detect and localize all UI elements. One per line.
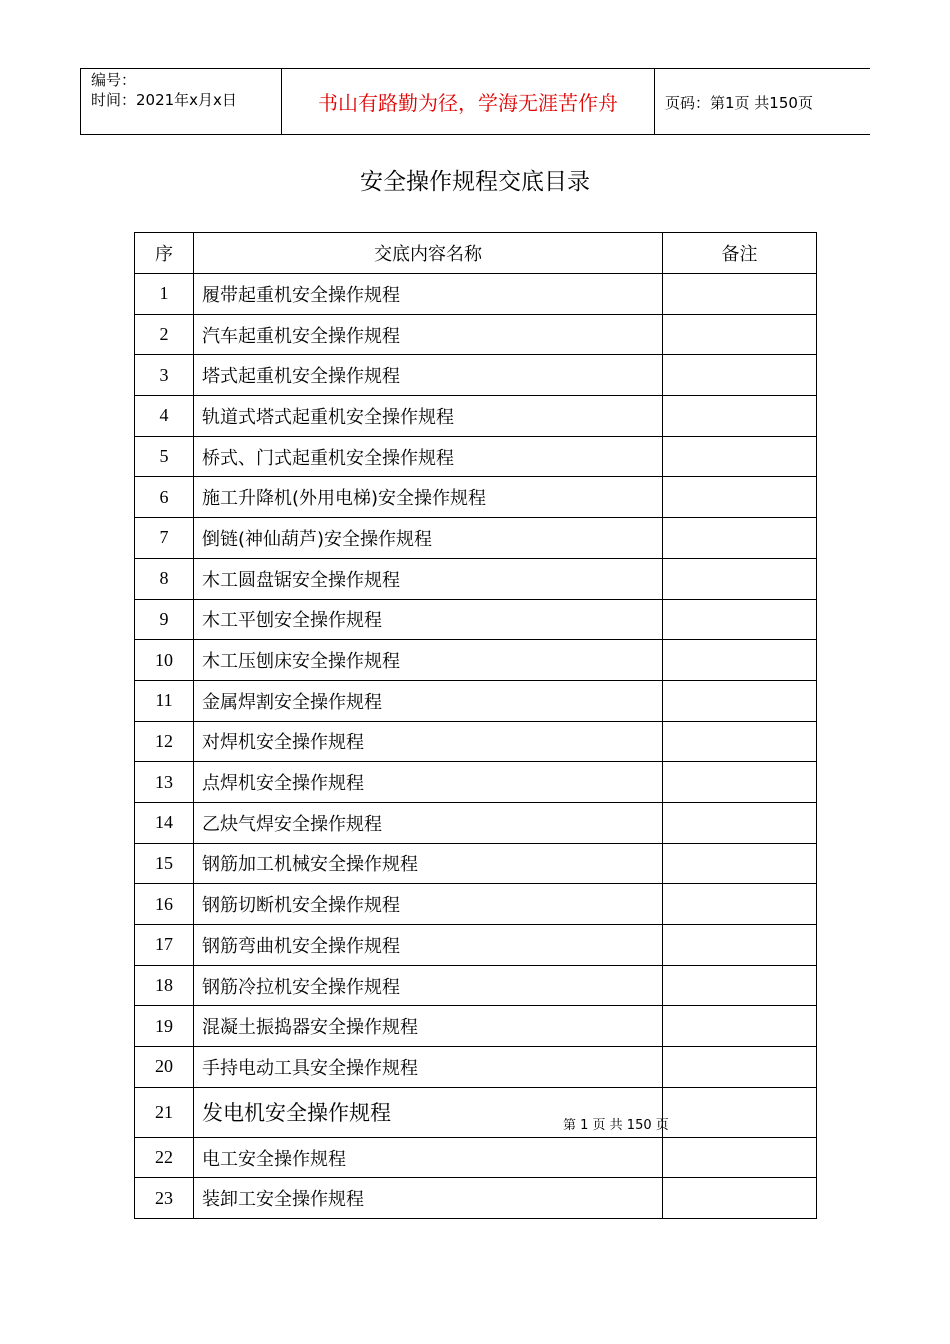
row-note <box>663 680 817 721</box>
table-row <box>135 762 817 803</box>
column-header-name: 交底内容名称 <box>194 233 663 274</box>
row-number: 16 <box>135 884 194 925</box>
row-note <box>663 314 817 355</box>
table-row <box>135 518 817 559</box>
row-note <box>663 599 817 640</box>
header-page-cell <box>655 69 871 134</box>
row-title: 履带起重机安全操作规程 <box>194 274 663 315</box>
header-motto-cell <box>282 69 655 134</box>
row-number: 11 <box>135 680 194 721</box>
row-note <box>663 802 817 843</box>
row-title: 倒链(神仙葫芦)安全操作规程 <box>194 518 663 559</box>
column-header-number: 序 <box>135 233 194 274</box>
table-row <box>135 396 817 437</box>
row-title: 木工平刨安全操作规程 <box>194 599 663 640</box>
table-row <box>135 1178 817 1219</box>
row-title: 乙炔气焊安全操作规程 <box>194 802 663 843</box>
footer-page-number: 第 1 页 共 150 页 <box>563 1117 669 1133</box>
row-note <box>663 1006 817 1047</box>
row-note <box>663 721 817 762</box>
row-title: 钢筋切断机安全操作规程 <box>194 884 663 925</box>
column-header-note: 备注 <box>663 233 817 274</box>
row-number: 21 <box>135 1087 194 1137</box>
row-note <box>663 396 817 437</box>
row-number: 19 <box>135 1006 194 1047</box>
row-title: 手持电动工具安全操作规程 <box>194 1047 663 1088</box>
row-number: 1 <box>135 274 194 315</box>
row-number: 14 <box>135 802 194 843</box>
row-number: 18 <box>135 965 194 1006</box>
row-number: 6 <box>135 477 194 518</box>
table-row <box>135 843 817 884</box>
row-title: 钢筋冷拉机安全操作规程 <box>194 965 663 1006</box>
row-note <box>663 1178 817 1219</box>
row-note <box>663 477 817 518</box>
row-number: 5 <box>135 436 194 477</box>
table-row <box>135 680 817 721</box>
toc-table <box>134 232 817 1219</box>
page-title: 安全操作规程交底目录 <box>360 169 590 195</box>
row-title: 钢筋弯曲机安全操作规程 <box>194 925 663 966</box>
table-row <box>135 558 817 599</box>
table-row <box>135 355 817 396</box>
row-title: 轨道式塔式起重机安全操作规程 <box>194 396 663 437</box>
row-title: 装卸工安全操作规程 <box>194 1178 663 1219</box>
row-number: 17 <box>135 925 194 966</box>
row-note <box>663 843 817 884</box>
row-title: 汽车起重机安全操作规程 <box>194 314 663 355</box>
table-row <box>135 802 817 843</box>
row-number: 20 <box>135 1047 194 1088</box>
row-note <box>663 925 817 966</box>
row-number: 2 <box>135 314 194 355</box>
row-title: 桥式、门式起重机安全操作规程 <box>194 436 663 477</box>
row-note <box>663 518 817 559</box>
table-row <box>135 314 817 355</box>
row-note <box>663 355 817 396</box>
row-title: 钢筋加工机械安全操作规程 <box>194 843 663 884</box>
row-number: 22 <box>135 1137 194 1178</box>
row-note <box>663 762 817 803</box>
row-title: 施工升降机(外用电梯)安全操作规程 <box>194 477 663 518</box>
table-row <box>135 1137 817 1178</box>
row-title: 发电机安全操作规程 <box>194 1087 663 1137</box>
row-note <box>663 274 817 315</box>
row-number: 9 <box>135 599 194 640</box>
table-row <box>135 274 817 315</box>
header-motto: 书山有路勤为径，学海无涯苦作舟 <box>318 91 618 115</box>
row-title: 木工圆盘锯安全操作规程 <box>194 558 663 599</box>
table-row <box>135 477 817 518</box>
row-note <box>663 640 817 681</box>
row-number: 4 <box>135 396 194 437</box>
document-number-label: 编号： <box>91 71 137 89</box>
row-number: 3 <box>135 355 194 396</box>
row-title: 混凝土振捣器安全操作规程 <box>194 1006 663 1047</box>
table-row <box>135 599 817 640</box>
row-note <box>663 884 817 925</box>
row-title: 对焊机安全操作规程 <box>194 721 663 762</box>
table-header-row <box>135 233 817 274</box>
row-note <box>663 1047 817 1088</box>
row-title: 金属焊割安全操作规程 <box>194 680 663 721</box>
row-number: 8 <box>135 558 194 599</box>
header-page-info: 页码：第1页 共150页 <box>665 94 813 112</box>
row-number: 10 <box>135 640 194 681</box>
table-row <box>135 436 817 477</box>
row-note <box>663 436 817 477</box>
row-note <box>563 1087 817 1137</box>
row-number: 13 <box>135 762 194 803</box>
row-title: 电工安全操作规程 <box>194 1137 663 1178</box>
header-box <box>80 68 870 135</box>
row-number: 15 <box>135 843 194 884</box>
row-note <box>663 1137 817 1178</box>
row-note <box>663 965 817 1006</box>
table-row <box>135 965 817 1006</box>
table-row <box>135 721 817 762</box>
row-number: 23 <box>135 1178 194 1219</box>
table-row <box>135 1006 817 1047</box>
document-date: 时间：2021年x月x日 <box>91 91 237 109</box>
table-row <box>135 925 817 966</box>
row-title: 塔式起重机安全操作规程 <box>194 355 663 396</box>
row-number: 7 <box>135 518 194 559</box>
table-row <box>135 1087 817 1137</box>
row-number: 12 <box>135 721 194 762</box>
table-row <box>135 884 817 925</box>
table-row <box>135 1047 817 1088</box>
row-title: 木工压刨床安全操作规程 <box>194 640 663 681</box>
row-note <box>663 558 817 599</box>
header-left-cell <box>81 69 282 134</box>
table-row <box>135 640 817 681</box>
row-title: 点焊机安全操作规程 <box>194 762 663 803</box>
